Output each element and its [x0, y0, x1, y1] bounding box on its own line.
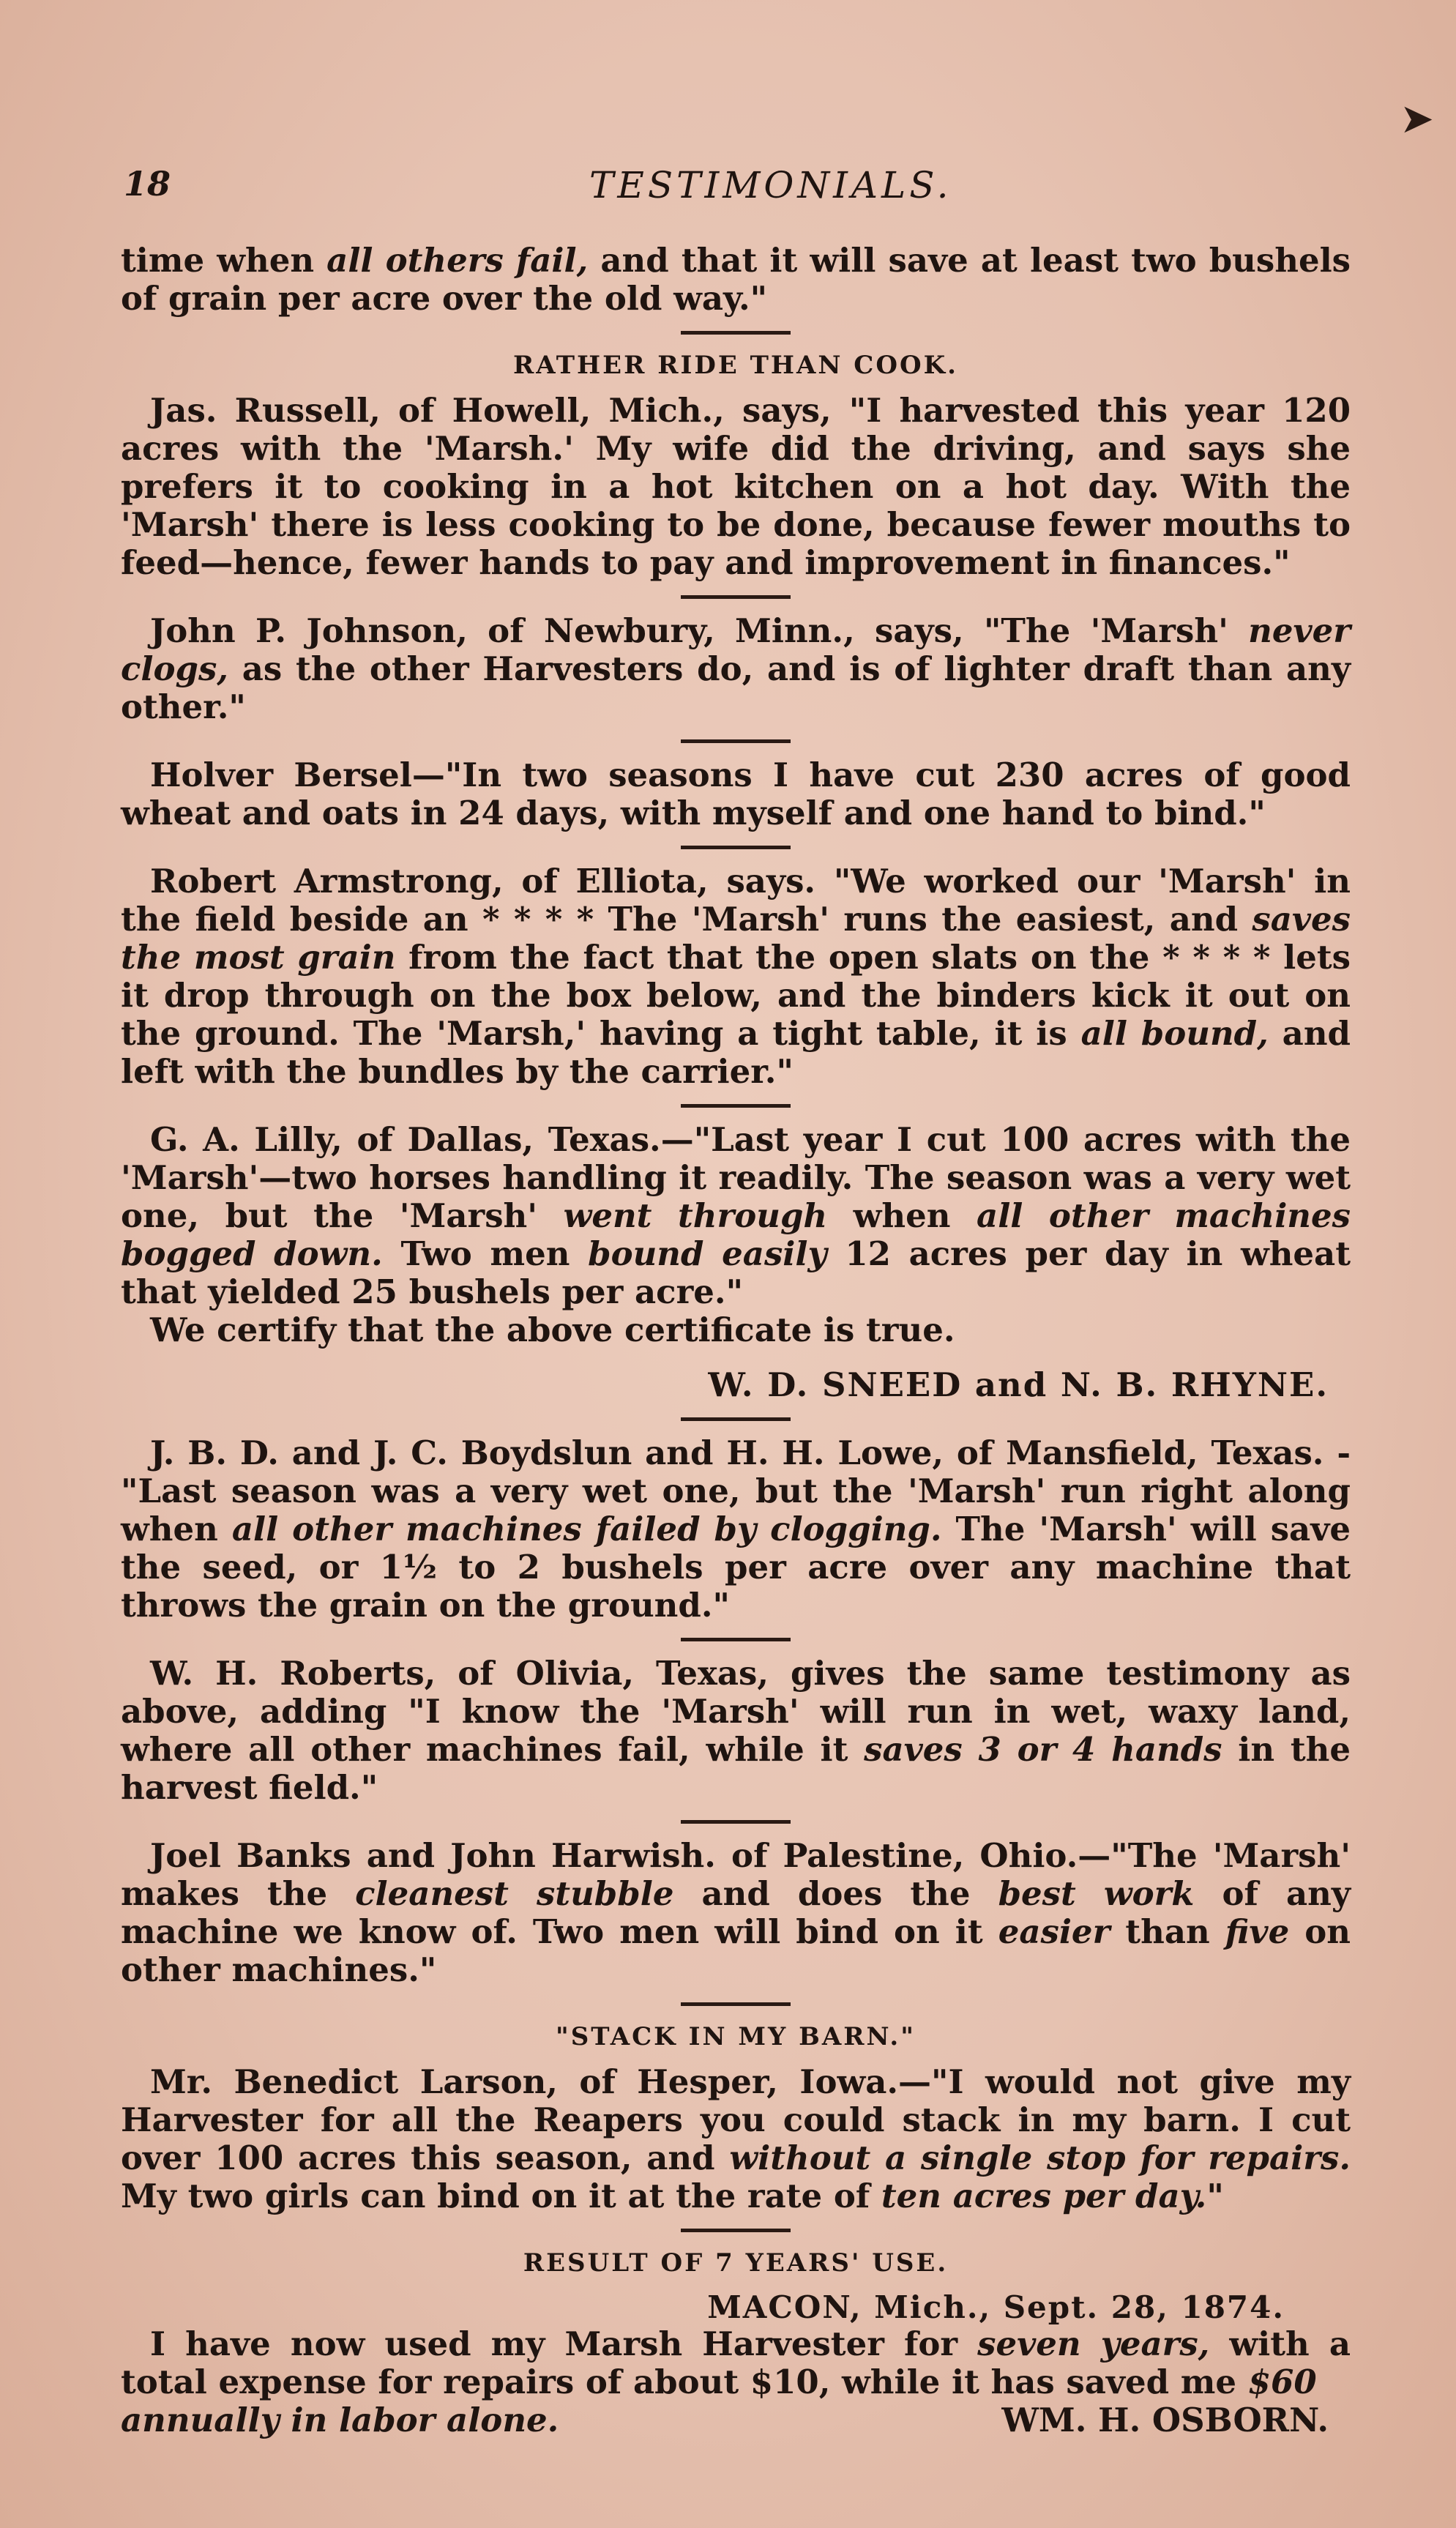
testimonial-armstrong: Robert Armstrong, of Elliota, says. "We worked our 'Marsh' in the field beside an * * * * The 'Marsh' runs the easiest, and saves the most grain from the fact that the open slats on the * * * * lets it drop through on the box below, and the binders kick it out on the ground. The 'Marsh,' having a tight table, it is all bound, and left with the bundles by the carrier."	[121, 862, 1351, 1091]
divider-rule	[681, 2002, 791, 2006]
section-heading: "STACK IN MY BARN."	[556, 2022, 916, 2051]
certification-line: We certify that the above certificate is true.	[150, 1310, 955, 1349]
testimonial-russell: Jas. Russell, of Howell, Mich., says, "I harvested this year 120 acres with the 'Marsh.' My wife did the driving, and says she prefers it to cooking in a hot kitchen on a hot day. With the 'Marsh' there is less cooking to be done, because fewer mouths to feed—hence, fewer hands to pay and improvement in finances."	[121, 391, 1351, 582]
testimonial-larson: Mr. Benedict Larson, of Hesper, Iowa.—"I would not give my Harvester for all the Reapers you could stack in my barn. I cut over 100 acres this season, and without a single stop for repairs. My two girls can bind on it at the rate of ten acres per day."	[121, 2062, 1351, 2215]
closing-line: annually in labor alone. WM. H. OSBORN.	[121, 2401, 1351, 2439]
divider-rule	[681, 739, 791, 743]
divider-rule	[681, 1417, 791, 1421]
divider-rule	[681, 595, 791, 599]
section-heading: RESULT OF 7 YEARS' USE.	[523, 2248, 949, 2278]
text-column	[121, 146, 1351, 2444]
divider-rule	[681, 331, 791, 335]
divider-rule	[681, 1638, 791, 1641]
page-number: 18	[124, 164, 171, 204]
divider-rule	[681, 2229, 791, 2232]
intro-paragraph: time when all others fail, and that it will save at least two bushels of grain per acre over the old way."	[121, 241, 1351, 318]
testimonial-bersel: Holver Bersel—"In two seasons I have cut 230 acres of good wheat and oats in 24 days, with myself and one hand to bind."	[121, 756, 1351, 832]
testimonial-johnson: John P. Johnson, of Newbury, Minn., says, "The 'Marsh' never clogs, as the other Harvesters do, and is of lighter draft than any other."	[121, 611, 1351, 726]
section-heading: RATHER RIDE THAN COOK.	[512, 351, 958, 380]
corner-arrow-mark: ➤	[1400, 95, 1434, 143]
signature: W. D. SNEED and N. B. RHYNE.	[708, 1365, 1329, 1404]
dateline: MACON, Mich., Sept. 28, 1874.	[707, 2289, 1285, 2325]
testimonial-banks: Joel Banks and John Harwish. of Palestine, Ohio.—"The 'Marsh' makes the cleanest stubble and does the best work of any machine we know of. Two men will bind on it easier than five on other machines."	[121, 1836, 1351, 1989]
divider-rule	[681, 1820, 791, 1824]
testimonial-roberts: W. H. Roberts, of Olivia, Texas, gives the same testimony as above, adding "I know the 'Marsh' will run in wet, waxy land, where all other machines fail, while it saves 3 or 4 hands in the harvest field."	[121, 1654, 1351, 1807]
signature: WM. H. OSBORN.	[1001, 2401, 1329, 2439]
testimonial-osborn: I have now used my Marsh Harvester for seven years, with a total expense for repairs of about $10, while it has saved me $60 annually in labor alone. WM. H. OSBORN.	[121, 2324, 1351, 2439]
divider-rule	[681, 1104, 791, 1108]
testimonial-boydslun: J. B. D. and J. C. Boydslun and H. H. Lowe, of Mansfield, Texas. -"Last season was a very wet one, but the 'Marsh' run right along when all other machines failed by clogging. The 'Marsh' will save the seed, or 1½ to 2 bushels per acre over any machine that throws the grain on the ground."	[121, 1433, 1351, 1625]
testimonial-lilly: G. A. Lilly, of Dallas, Texas.—"Last year I cut 100 acres with the 'Marsh'—two horses handling it readily. The season was a very wet one, but the 'Marsh' went through when all other machines bogged down. Two men bound easily 12 acres per day in wheat that yielded 25 bushels per acre." We certify that the above certificate is true. W. D. SNEED and N. B. RHYNE.	[121, 1120, 1351, 1404]
running-title: TESTIMONIALS.	[589, 164, 952, 206]
divider-rule	[681, 846, 791, 849]
page-header	[121, 146, 1351, 242]
